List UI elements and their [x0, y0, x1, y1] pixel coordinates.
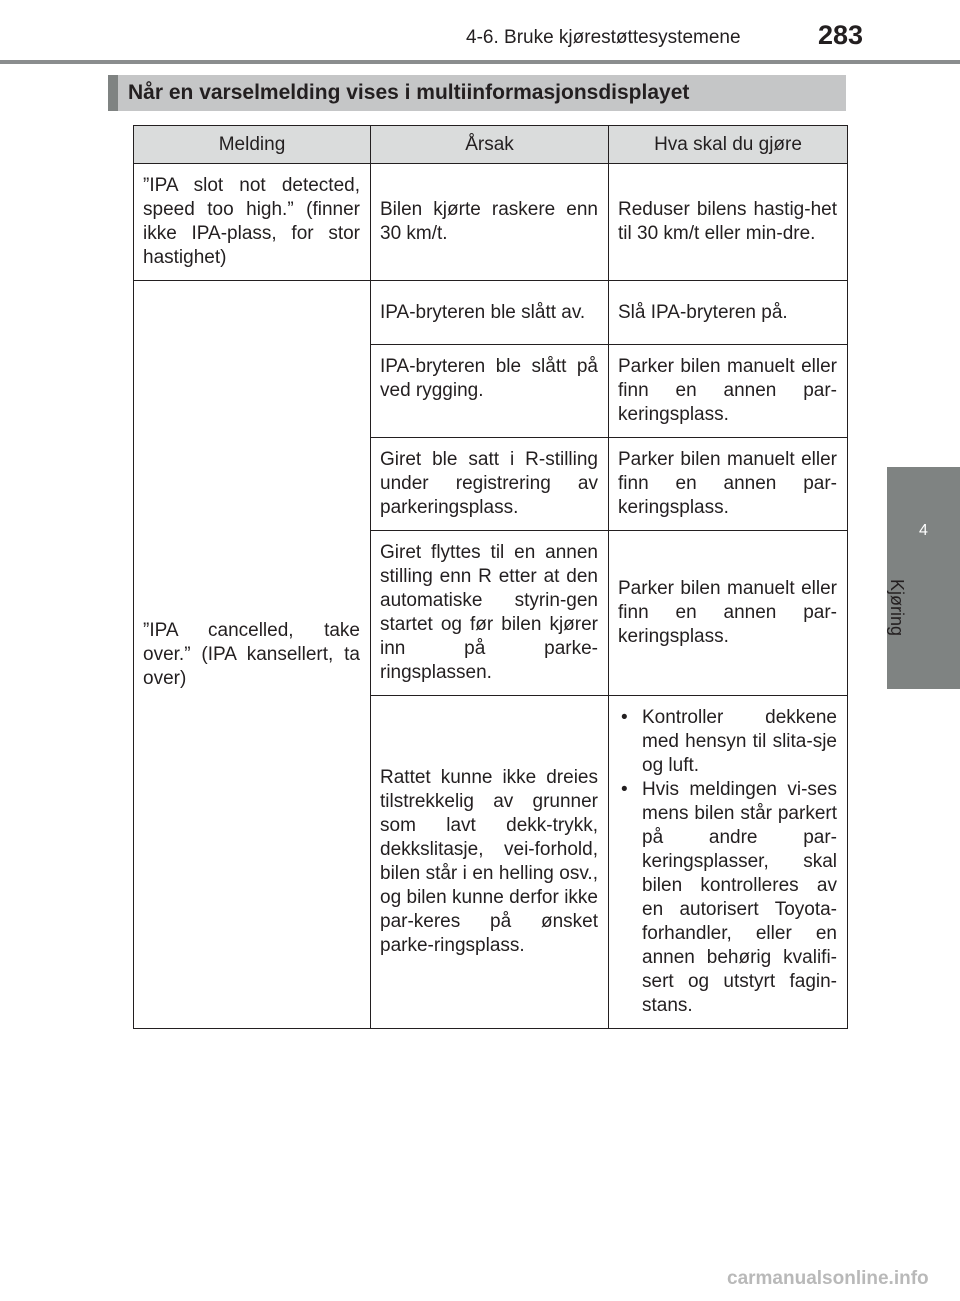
section-path: 4-6. Bruke kjørestøttesystemene [466, 27, 741, 48]
list-item [618, 706, 837, 778]
action-bullet-list [618, 706, 837, 1018]
table-row [134, 164, 848, 281]
bullet-icon: • [621, 779, 628, 800]
warning-message-table [133, 125, 848, 1029]
cause-cell: IPA-bryteren ble slått på ved rygging. [371, 345, 609, 438]
cause-cell: Bilen kjørte raskere enn 30 km/t. [371, 164, 609, 281]
page-number: 283 [818, 20, 864, 50]
chapter-label: Kjøring [887, 579, 907, 637]
action-cell: Parker bilen manuelt eller finn en annen par-keringsplass. [609, 438, 848, 531]
column-header-cause: Årsak [371, 126, 609, 164]
action-cell: Reduser bilens hastig-het til 30 km/t eller min-dre. [609, 164, 848, 281]
header-divider [0, 60, 960, 64]
cause-cell: Rattet kunne ikke dreies tilstrekkelig av grunner som lavt dekk-trykk, dekkslitasje, vei-forhold, bilen står i en helling osv., og bilen kunne derfor ikke par-keres på ønsket parke-ringsplass. [371, 696, 609, 1029]
bullet-icon: • [621, 707, 628, 728]
cause-cell: Giret ble satt i R-stilling under registrering av parkeringsplass. [371, 438, 609, 531]
list-item-text: Kontroller dekkene med hensyn til slita-sje og luft. [642, 707, 837, 776]
message-cell: ”IPA slot not detected, speed too high.” (finner ikke IPA-plass, for stor hastighet) [134, 164, 371, 281]
action-cell: Slå IPA-bryteren på. [609, 281, 848, 345]
column-header-action: Hva skal du gjøre [609, 126, 848, 164]
chapter-number: 4 [919, 522, 928, 539]
cause-cell: IPA-bryteren ble slått av. [371, 281, 609, 345]
action-cell: Parker bilen manuelt eller finn en annen par-keringsplass. [609, 345, 848, 438]
action-cell [609, 696, 848, 1029]
chapter-label-container [887, 579, 917, 659]
list-item [618, 778, 837, 1018]
table-row [134, 281, 848, 345]
section-title: Når en varselmelding vises i multiinformasjonsdisplayet [128, 81, 690, 104]
section-title-accent [108, 75, 118, 111]
message-cell: ”IPA cancelled, take over.” (IPA kansellert, ta over) [134, 281, 371, 1029]
section-title-banner [108, 75, 846, 111]
list-item-text: Hvis meldingen vi-ses mens bilen står parkert på andre par-keringsplasser, skal bilen kontrolleres av en autorisert Toyota-forhandler, eller en annen behørig kvalifi-sert og utstyrt fagin-stans. [642, 779, 837, 1016]
cause-cell: Giret flyttes til en annen stilling enn R etter at den automatiske styrin-gen startet og før bilen kjører inn på parke-ringsplassen. [371, 531, 609, 696]
column-header-message: Melding [134, 126, 371, 164]
watermark[interactable]: carmanualsonline.info [727, 1268, 929, 1289]
table-header-row [134, 126, 848, 164]
action-cell: Parker bilen manuelt eller finn en annen par-keringsplass. [609, 531, 848, 696]
